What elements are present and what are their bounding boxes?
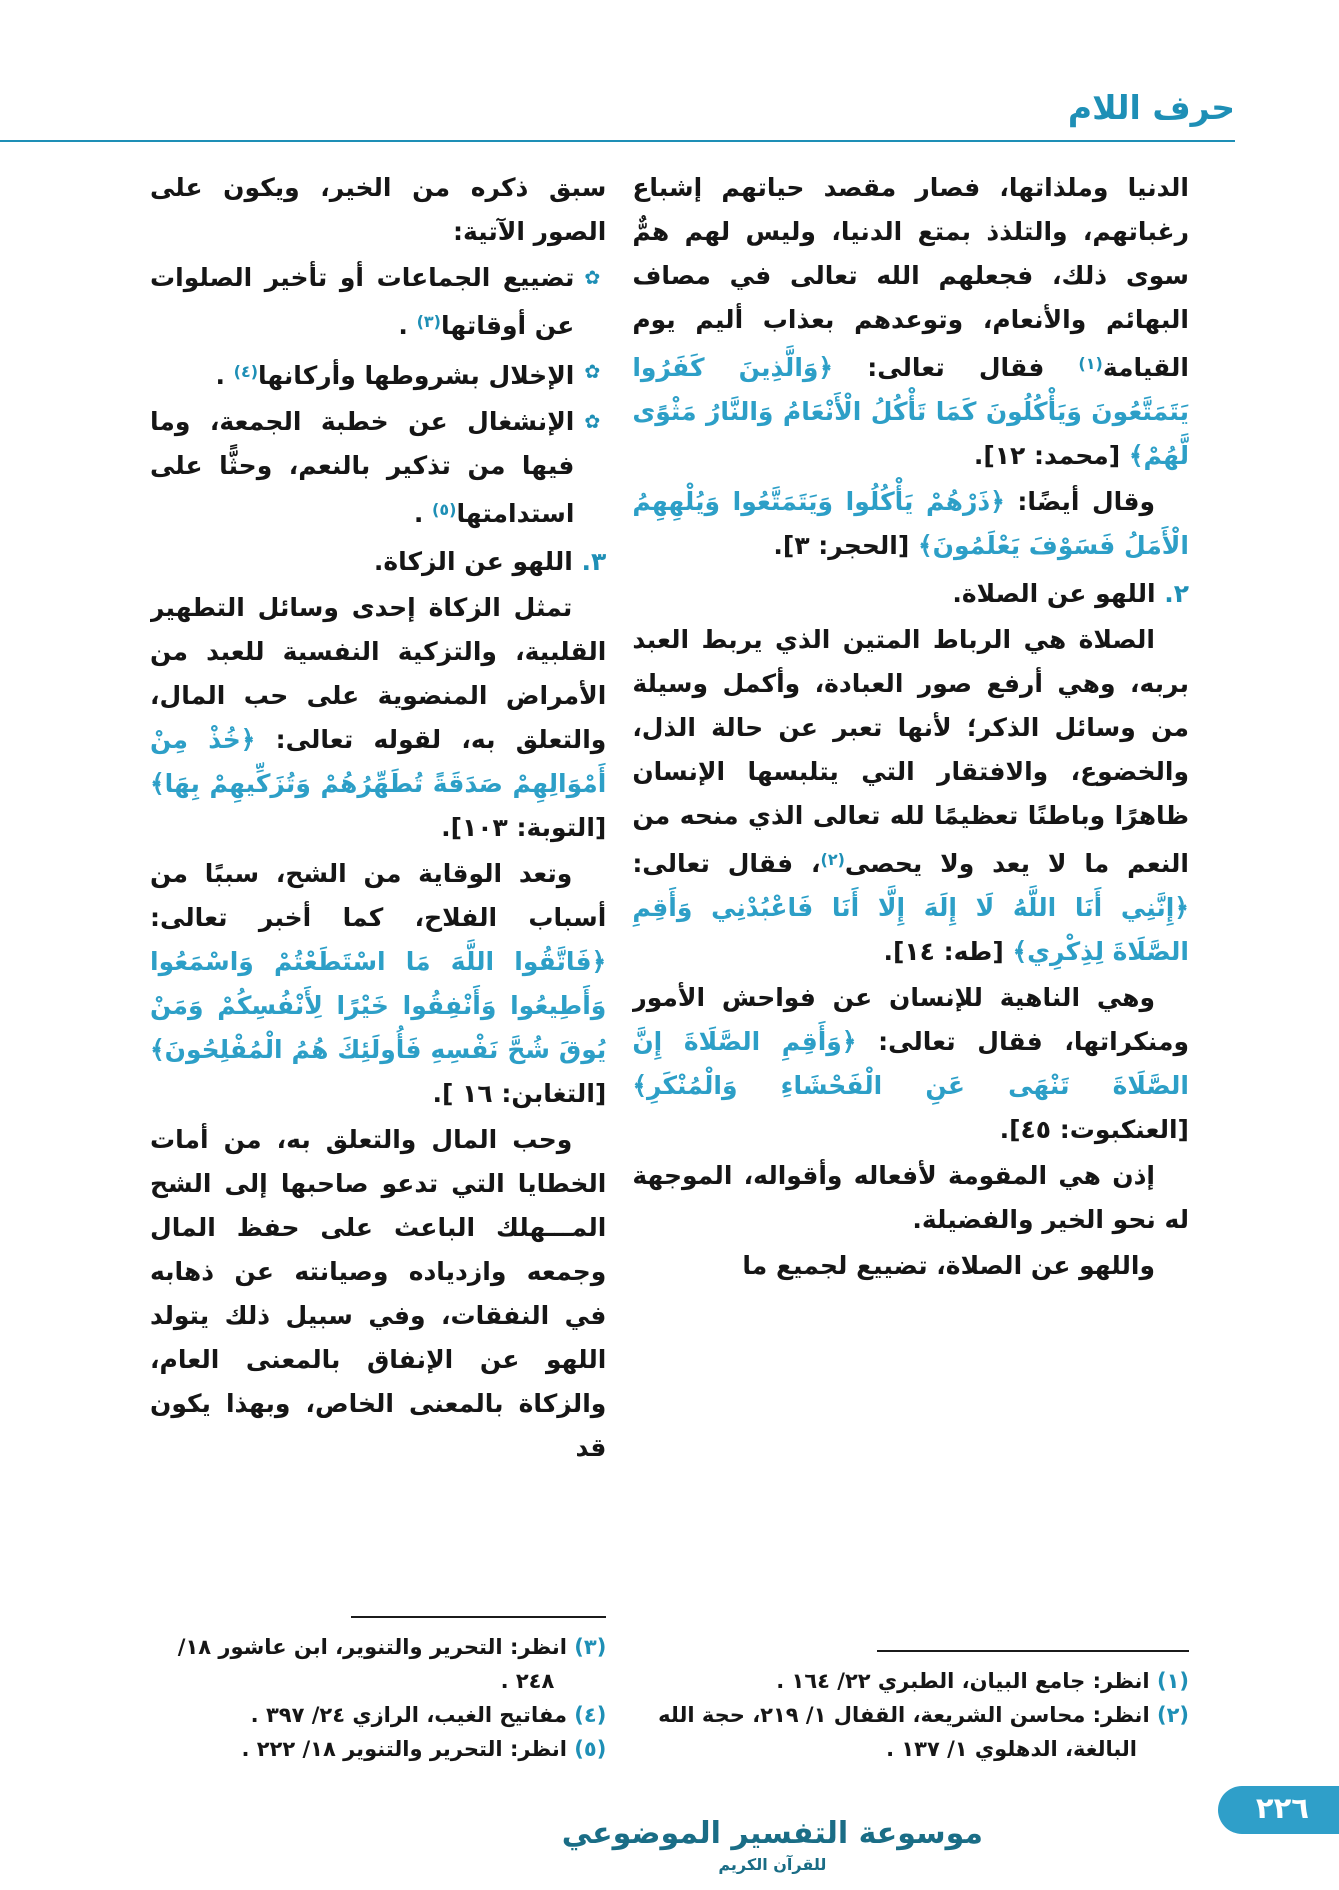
footnote	[632, 1664, 1189, 1698]
text-run: تضييع الجماعات أو تأخير الصلوات عن أوقاتها	[150, 263, 575, 340]
two-column-body	[0, 166, 1339, 1766]
quran-verse: ﴿وَالَّذِينَ كَفَرُوا يَتَمَتَّعُونَ وَيَأْكُلُونَ كَمَا تَأْكُلُ الْأَنْعَامُ وَالنَّارُ مَثْوًى لَّهُمْ﴾	[632, 353, 1189, 470]
quran-verse: ﴿فَاتَّقُوا اللَّهَ مَا اسْتَطَعْتُمْ وَاسْمَعُوا وَأَطِيعُوا وَأَنْفِقُوا خَيْرًا لِأَنْفُسِكُمْ وَمَنْ يُوقَ شُحَّ نَفْسِهِ فَأُولَئِكَ هُمُ الْمُفْلِحُونَ﴾	[150, 947, 607, 1064]
chapter-title: حرف اللام	[1067, 88, 1235, 127]
text-run: واللهو عن الصلاة، تضييع لجميع ما	[742, 1251, 1155, 1280]
text-run: ، فقال تعالى:	[632, 849, 821, 878]
column-right	[632, 166, 1189, 1766]
text-run: .	[215, 361, 234, 390]
footnote-text: انظر: التحرير والتنوير ١٨/ ٢٢٢ .	[241, 1737, 567, 1761]
footnote-number: (٢)	[1149, 1703, 1189, 1727]
paragraph	[632, 1154, 1189, 1242]
bullet-item	[150, 400, 606, 536]
emblem-subtitle: للقرآن الكريم	[718, 1855, 827, 1874]
footnote-marker: (٥)	[432, 500, 457, 519]
text-run: [طه: ١٤].	[883, 937, 1013, 966]
footnote-marker: (٣)	[416, 312, 441, 331]
footnotes-area	[632, 1642, 1189, 1766]
bullet-text	[150, 350, 574, 398]
footnote-text: مفاتيح الغيب، الرازي ٢٤/ ٣٩٧ .	[250, 1703, 567, 1727]
footnote-number: (١)	[1149, 1669, 1189, 1693]
paragraph	[150, 1118, 606, 1470]
header-divider-rule	[0, 140, 1235, 142]
bullet-text	[150, 400, 574, 536]
paragraph	[632, 976, 1189, 1152]
text-run: [محمد: ١٢].	[973, 441, 1129, 470]
text-run: [الحجر: ٣].	[773, 531, 918, 560]
footnote	[632, 1698, 1189, 1766]
text-run: وتعد الوقاية من الشح، سببًا من أسباب الفلاح، كما أخبر تعالى:	[150, 859, 607, 932]
text-run: [التوبة: ١٠٣].	[441, 813, 607, 842]
column-left	[150, 166, 606, 1766]
bullet-text	[150, 256, 574, 348]
footnote-separator	[877, 1650, 1189, 1652]
heading-text: اللهو عن الزكاة.	[373, 547, 573, 576]
quran-verse: ﴿وَأَقِمِ الصَّلَاةَ إِنَّ الصَّلَاةَ تَنْهَى عَنِ الْفَحْشَاءِ وَالْمُنْكَرِ﴾	[632, 1027, 1189, 1100]
text-run: سبق ذكره من الخير، ويكون على الصور الآتية:	[150, 173, 607, 246]
text-run: تمثل الزكاة إحدى وسائل التطهير القلبية، والتزكية النفسية للعبد من الأمراض المنضوية على حب المال، والتعلق به، لقوله تعالى:	[150, 593, 607, 754]
footnote	[150, 1732, 606, 1766]
footnote-number: (٥)	[566, 1737, 607, 1761]
paragraph	[150, 586, 606, 850]
footnote-text: انظر: محاسن الشريعة، القفال ١/ ٢١٩، حجة الله البالغة، الدهلوي ١/ ١٣٧ .	[658, 1703, 1150, 1761]
footnote-text: انظر: جامع البيان، الطبري ٢٢/ ١٦٤ .	[776, 1669, 1150, 1693]
footnote-text: انظر: التحرير والتنوير، ابن عاشور ١٨/ ٢٤٨ .	[177, 1635, 567, 1693]
paragraph	[150, 166, 606, 254]
paragraph	[632, 1244, 1189, 1288]
footnote-marker: (١)	[1078, 354, 1103, 373]
text-run: وقال أيضًا:	[1004, 487, 1155, 516]
text-run: [التغابن: ١٦ ].	[432, 1079, 607, 1108]
publisher-emblem	[562, 1815, 983, 1874]
footnotes-area	[150, 1608, 606, 1766]
heading-number: ٣.	[572, 547, 607, 576]
quran-verse: ﴿خُذْ مِنْ أَمْوَالِهِمْ صَدَقَةً تُطَهِّرُهُمْ وَتُزَكِّيهِمْ بِهَا﴾	[150, 725, 607, 798]
footnote-marker: (٢)	[820, 850, 845, 869]
text-run: فقال تعالى:	[833, 353, 1079, 382]
text-run: .	[413, 499, 433, 528]
flower-bullet-icon: ✿	[584, 267, 601, 289]
footnote-number: (٤)	[566, 1703, 607, 1727]
quran-verse: ﴿ذَرْهُمْ يَأْكُلُوا وَيَتَمَتَّعُوا وَيُلْهِهِمُ الْأَمَلُ فَسَوْفَ يَعْلَمُونَ﴾	[632, 487, 1189, 560]
text-run: [العنكبوت: ٤٥].	[999, 1115, 1189, 1144]
footnote-marker: (٤)	[233, 362, 259, 381]
bullet-item	[150, 256, 606, 348]
footnote	[150, 1698, 606, 1732]
section-heading	[632, 572, 1189, 616]
text-run: إذن هي المقومة لأفعاله وأقواله، الموجهة له نحو الخير والفضيلة.	[632, 1161, 1189, 1234]
flower-bullet-icon: ✿	[584, 361, 601, 383]
quran-verse: ﴿إِنَّنِي أَنَا اللَّهُ لَا إِلَهَ إِلَّا أَنَا فَاعْبُدْنِي وَأَقِمِ الصَّلَاةَ لِذِكْرِي﴾	[632, 893, 1189, 966]
section-heading	[150, 540, 606, 584]
paragraph	[632, 480, 1189, 568]
text-run: .	[398, 311, 417, 340]
footnote-separator	[351, 1616, 607, 1618]
heading-number: ٢.	[1155, 579, 1189, 608]
paragraph	[632, 166, 1189, 478]
text-run: الدنيا وملذاتها، فصار مقصد حياتهم إشباع رغباتهم، والتلذذ بمتع الدنيا، وليس لهم همٌّ سوى ذلك، فجعلهم الله تعالى في مصاف البهائم والأنعام، وتوعدهم بعذاب أليم يوم القيامة	[632, 173, 1189, 382]
text-run: وهي الناهية للإنسان عن فواحش الأمور ومنكراتها، فقال تعالى:	[632, 983, 1189, 1056]
page-number-badge: ٢٢٦	[1218, 1786, 1339, 1834]
emblem-title: موسوعة التفسير الموضوعي	[561, 1816, 983, 1851]
bullet-item	[150, 350, 606, 398]
paragraph	[150, 852, 606, 1116]
footnote	[150, 1630, 606, 1698]
text-run: وحب المال والتعلق به، من أمات الخطايا التي تدعو صاحبها إلى الشح المـــهلك الباعث على حفظ المال وجمعه وازدياده وصيانته عن ذهابه في النفقات، وفي سبيل ذلك يتولد اللهو عن الإنفاق بالمعنى العام، والزكاة بالمعنى الخاص، وبهذا يكون قد	[150, 1125, 607, 1462]
paragraph	[632, 618, 1189, 974]
text-run: الصلاة هي الرباط المتين الذي يربط العبد بربه، وهي أرفع صور العبادة، وأكمل وسيلة من وسائل الذكر؛ لأنها تعبر عن حالة الذل، والخضوع، والافتقار التي يتلبسها الإنسان ظاهرًا وباطنًا تعظيمًا لله تعالى الذي منحه من النعم ما لا يعد ولا يحصى	[632, 625, 1189, 878]
flower-bullet-icon: ✿	[584, 411, 601, 433]
footnote-number: (٣)	[566, 1635, 607, 1659]
text-run: الإنشغال عن خطبة الجمعة، وما فيها من تذكير بالنعم، وحثًّا على استدامتها	[150, 407, 575, 528]
heading-text: اللهو عن الصلاة.	[952, 579, 1156, 608]
text-run: الإخلال بشروطها وأركانها	[258, 361, 575, 390]
page-header	[0, 0, 1339, 142]
